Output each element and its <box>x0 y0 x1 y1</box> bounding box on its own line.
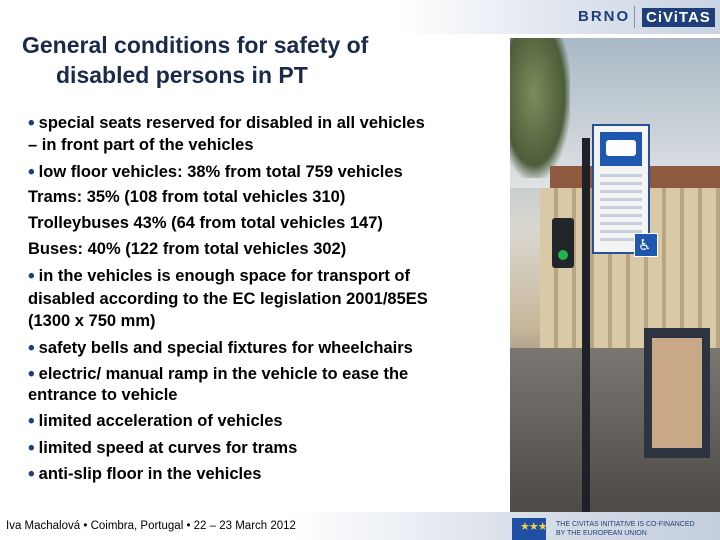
list-item-text: special seats reserved for disabled in all vehicles <box>38 114 425 132</box>
civitas-logo: CiViTAS <box>642 8 715 27</box>
list-item <box>28 240 346 259</box>
list-item-text: Trolleybuses 43% (64 from total vehicles 147) <box>28 214 383 232</box>
brno-logo: BRNO <box>578 8 631 25</box>
bullet-dot-icon: • <box>28 266 35 287</box>
list-item <box>28 161 403 183</box>
list-item-text: (1300 x 750 mm) <box>28 312 156 330</box>
slide-title-line2: disabled persons in PT <box>56 62 308 88</box>
slide-title-line1: General conditions for safety of <box>22 32 369 58</box>
logo-divider <box>634 6 635 28</box>
list-item <box>28 337 413 359</box>
green-light-icon <box>558 250 568 260</box>
bullet-dot-icon: • <box>28 464 35 485</box>
list-item-text: safety bells and special fixtures for wheelchairs <box>38 339 413 357</box>
list-item <box>28 214 383 233</box>
list-item-text: Trams: 35% (108 from total vehicles 310) <box>28 188 346 206</box>
bullet-dot-icon: • <box>28 364 35 385</box>
photo-tree <box>510 38 570 178</box>
list-item <box>28 463 261 485</box>
bullet-dot-icon: • <box>28 162 35 183</box>
bullet-dot-icon: • <box>28 113 35 134</box>
info-board <box>644 328 710 458</box>
eu-text-line2: BY THE EUROPEAN UNION <box>556 530 647 537</box>
list-item <box>28 136 254 155</box>
eu-text-line1: THE CIVITAS INITIATIVE IS CO-FINANCED <box>556 521 695 528</box>
eu-stars-icon: ★★★ <box>520 521 547 533</box>
list-item <box>28 437 297 459</box>
list-item-text: limited speed at curves for trams <box>38 439 298 457</box>
list-item-text: anti-slip floor in the vehicles <box>38 465 262 483</box>
footer-text: Iva Machalová • Coimbra, Portugal • 22 – 23 March 2012 <box>6 520 296 532</box>
list-item-text: – in front part of the vehicles <box>28 136 254 154</box>
list-item-text: entrance to vehicle <box>28 386 178 404</box>
traffic-light <box>552 218 574 268</box>
list-item <box>28 386 177 405</box>
bullet-dot-icon: • <box>28 438 35 459</box>
photo-sign-pole <box>582 138 590 520</box>
info-board-panel <box>652 338 702 448</box>
eu-cofinanced-text <box>556 520 695 538</box>
eu-flag-icon <box>512 518 546 540</box>
list-item <box>28 363 408 385</box>
list-item <box>28 112 425 134</box>
list-item-text: disabled according to the EC legislation 2001/85ES <box>28 290 428 308</box>
list-item <box>28 188 345 207</box>
wheelchair-sign-icon: ♿ <box>634 233 658 257</box>
list-item-text: low floor vehicles: 38% from total 759 vehicles <box>38 163 403 181</box>
list-item <box>28 410 283 432</box>
list-item-text: Buses: 40% (122 from total vehicles 302) <box>28 240 347 258</box>
list-item-text: limited acceleration of vehicles <box>38 412 283 430</box>
slide-title <box>22 30 502 90</box>
tram-icon <box>606 140 636 156</box>
list-item <box>28 290 428 309</box>
bus-stop-photo <box>510 38 720 520</box>
bullet-dot-icon: • <box>28 338 35 359</box>
list-item-text: electric/ manual ramp in the vehicle to ease the <box>38 365 409 383</box>
list-item <box>28 312 156 331</box>
list-item <box>28 265 410 287</box>
list-item-text: in the vehicles is enough space for transport of <box>38 267 410 285</box>
bullet-dot-icon: • <box>28 411 35 432</box>
